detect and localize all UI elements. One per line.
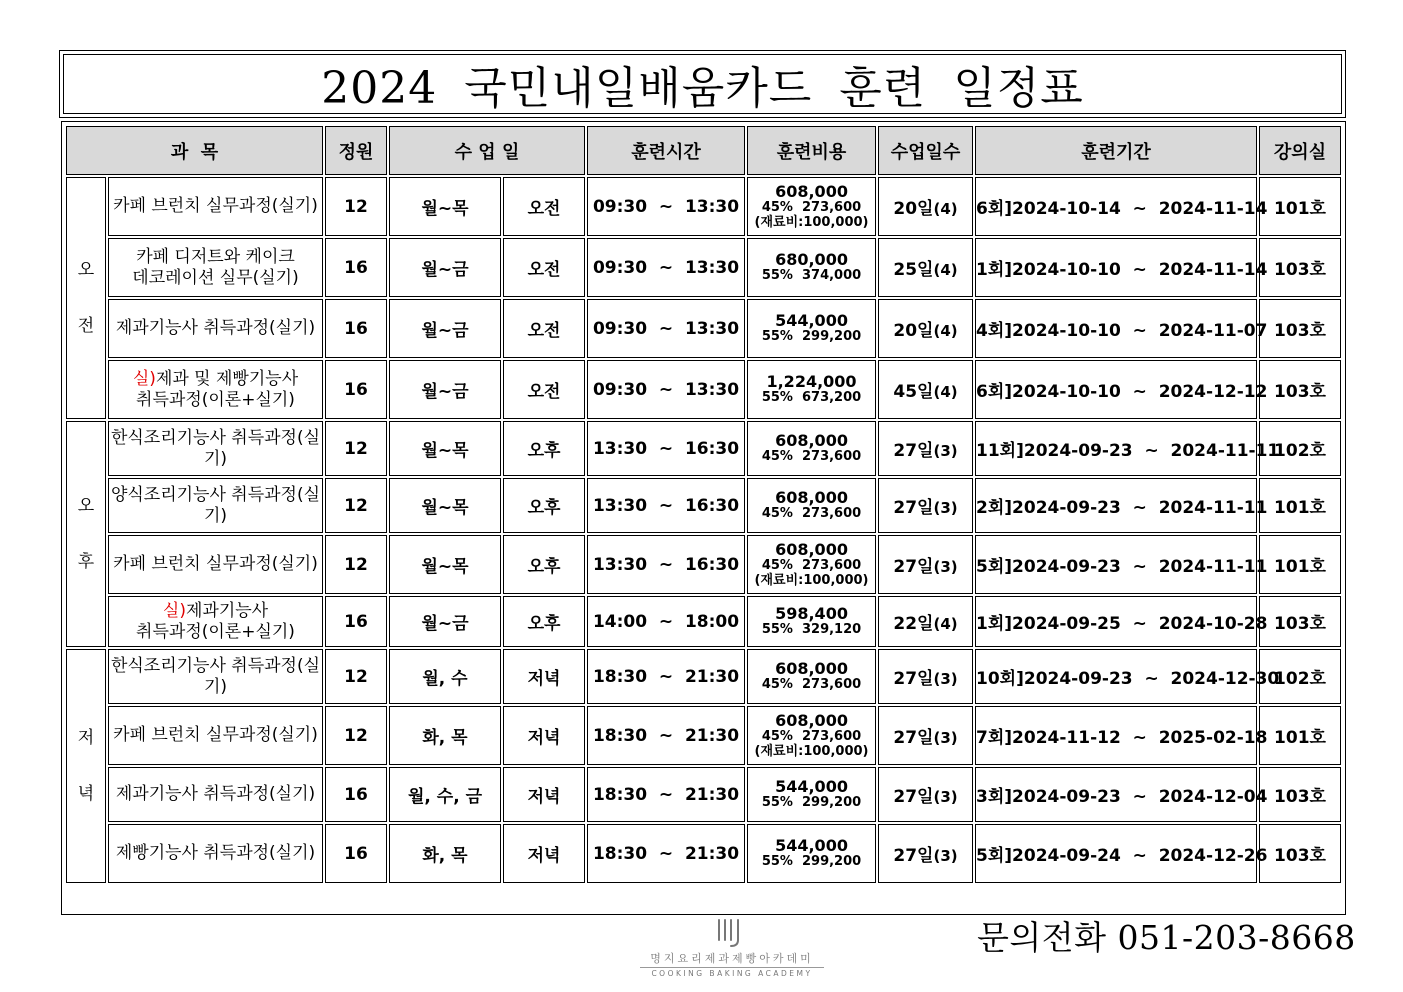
course-name	[108, 478, 323, 533]
contact-phone: 문의전화 051-203-8668	[977, 918, 1356, 957]
class-day-cell: 월~금	[389, 299, 501, 358]
course-text: 한식조리기능사 취득과정(실기)	[110, 427, 321, 469]
cost-cell	[747, 596, 876, 647]
course-line	[109, 656, 322, 698]
time-slot-cell: 저녁	[503, 706, 585, 765]
days-count: 20일	[893, 199, 934, 219]
class-day-cell: 월~목	[389, 177, 501, 236]
course-prefix: 실)	[162, 600, 186, 621]
course-line	[109, 428, 322, 470]
session-afternoon	[66, 421, 106, 647]
course-name	[108, 706, 323, 765]
room-cell: 103호	[1259, 238, 1341, 297]
table-row	[66, 238, 1341, 297]
days-per-week: (3)	[933, 499, 958, 517]
time-slot-cell: 오전	[503, 177, 585, 236]
room-cell: 102호	[1259, 649, 1341, 704]
days-count: 22일	[893, 614, 934, 634]
days-count: 27일	[893, 498, 934, 518]
course-name	[108, 360, 323, 419]
logo-english-text: COOKING BAKING ACADEMY	[640, 967, 824, 978]
capacity-cell: 16	[325, 596, 387, 647]
price-subsidy: 45% 273,600	[761, 557, 862, 573]
course-prefix: 실)	[132, 368, 156, 389]
header-time: 훈련시간	[587, 126, 745, 175]
cost-cell	[747, 238, 876, 297]
header-class-day: 수 업 일	[389, 126, 585, 175]
table-row	[66, 360, 1341, 419]
period-cell: 3회]2024-09-23 ~ 2024-12-04	[975, 767, 1257, 822]
period-cell: 1회]2024-10-10 ~ 2024-11-14	[975, 238, 1257, 297]
class-day-cell: 화, 목	[389, 706, 501, 765]
session-char: 후	[77, 552, 95, 572]
time-cell: 13:30 ~ 16:30	[587, 535, 745, 594]
price-subsidy: 45% 273,600	[761, 728, 862, 744]
header-period: 훈련기간	[975, 126, 1257, 175]
cost-cell	[747, 767, 876, 822]
price-subsidy: 55% 374,000	[761, 268, 862, 283]
price-total: 680,000	[775, 250, 848, 269]
table-row	[66, 299, 1341, 358]
price-total: 598,400	[775, 604, 848, 623]
room-cell: 101호	[1259, 177, 1341, 236]
header-subject: 과 목	[66, 126, 323, 175]
days-per-week: (4)	[933, 383, 958, 401]
price-total: 608,000	[775, 431, 848, 450]
price-subsidy: 55% 299,200	[761, 795, 862, 810]
logo-mark-icon	[715, 918, 749, 948]
days-count: 27일	[893, 728, 934, 748]
course-text: 카페 브런치 실무과정(실기)	[113, 554, 318, 574]
class-day-cell: 월~목	[389, 535, 501, 594]
cost-cell	[747, 535, 876, 594]
table-row	[66, 478, 1341, 533]
days-count: 45일	[893, 382, 934, 402]
days-per-week: (4)	[933, 615, 958, 633]
time-slot-cell: 오전	[503, 238, 585, 297]
course-line	[109, 318, 322, 339]
course-text: 제과 및 제빵기능사	[155, 368, 299, 389]
class-day-cell: 월~목	[389, 478, 501, 533]
session-char: 오	[77, 496, 95, 516]
price-subsidy: 55% 299,200	[761, 329, 862, 344]
cost-cell	[747, 824, 876, 883]
period-cell: 7회]2024-11-12 ~ 2025-02-18	[975, 706, 1257, 765]
course-name	[108, 421, 323, 476]
days-cell	[878, 596, 973, 647]
days-cell	[878, 535, 973, 594]
capacity-cell: 12	[325, 421, 387, 476]
period-cell: 5회]2024-09-24 ~ 2024-12-26	[975, 824, 1257, 883]
table-row	[66, 421, 1341, 476]
price-total: 1,224,000	[766, 372, 857, 391]
course-name	[108, 824, 323, 883]
period-cell: 6회]2024-10-10 ~ 2024-12-12	[975, 360, 1257, 419]
time-slot-cell: 저녁	[503, 824, 585, 883]
capacity-cell: 16	[325, 238, 387, 297]
class-day-cell: 월~금	[389, 238, 501, 297]
cost-cell	[747, 421, 876, 476]
course-text: 제빵기능사 취득과정(실기)	[115, 843, 316, 863]
table-row	[66, 824, 1341, 883]
days-count: 27일	[893, 787, 934, 807]
price-subsidy: 55% 299,200	[761, 854, 862, 869]
course-line	[109, 554, 322, 575]
class-day-cell: 월~금	[389, 596, 501, 647]
days-cell	[878, 649, 973, 704]
days-per-week: (3)	[933, 729, 958, 747]
days-count: 27일	[893, 441, 934, 461]
session-char: 전	[77, 316, 95, 336]
capacity-cell: 16	[325, 360, 387, 419]
course-name	[108, 238, 323, 297]
class-day-cell: 월, 수	[389, 649, 501, 704]
days-cell	[878, 360, 973, 419]
days-cell	[878, 706, 973, 765]
cost-cell	[747, 299, 876, 358]
table-row	[66, 767, 1341, 822]
course-text: 카페 브런치 실무과정(실기)	[113, 196, 318, 216]
capacity-cell: 16	[325, 767, 387, 822]
table-row	[66, 177, 1341, 236]
price-total: 608,000	[775, 659, 848, 678]
course-text: 제과기능사 취득과정(실기)	[115, 784, 316, 804]
room-cell: 101호	[1259, 535, 1341, 594]
class-day-cell: 월~금	[389, 360, 501, 419]
period-cell: 10회]2024-09-23 ~ 2024-12-30	[975, 649, 1257, 704]
title-inner-frame	[63, 54, 1342, 114]
days-per-week: (4)	[933, 200, 958, 218]
table-row	[66, 649, 1341, 704]
academy-logo	[636, 918, 828, 980]
room-cell: 101호	[1259, 478, 1341, 533]
course-name	[108, 177, 323, 236]
course-line	[109, 247, 322, 268]
room-cell: 103호	[1259, 824, 1341, 883]
header-cost: 훈련비용	[747, 126, 876, 175]
schedule-table	[64, 124, 1343, 885]
price-total: 544,000	[775, 836, 848, 855]
price-total: 608,000	[775, 710, 848, 730]
course-line	[109, 268, 322, 289]
time-slot-cell: 저녁	[503, 767, 585, 822]
price-subsidy: 45% 273,600	[761, 199, 862, 215]
time-cell: 14:00 ~ 18:00	[587, 596, 745, 647]
time-cell: 09:30 ~ 13:30	[587, 177, 745, 236]
room-cell: 102호	[1259, 421, 1341, 476]
days-per-week: (3)	[933, 670, 958, 688]
days-per-week: (4)	[933, 322, 958, 340]
price-subsidy: 45% 273,600	[761, 677, 862, 692]
course-text: 카페 디저트와 케이크	[136, 246, 295, 267]
capacity-cell: 12	[325, 478, 387, 533]
session-char: 오	[77, 260, 95, 280]
cost-cell	[747, 177, 876, 236]
days-per-week: (3)	[933, 788, 958, 806]
capacity-cell: 16	[325, 824, 387, 883]
course-text: 한식조리기능사 취득과정(실기)	[110, 655, 321, 697]
cost-cell	[747, 360, 876, 419]
course-line	[109, 784, 322, 805]
course-name	[108, 596, 323, 647]
time-cell: 09:30 ~ 13:30	[587, 299, 745, 358]
course-line	[109, 196, 322, 217]
capacity-cell: 12	[325, 649, 387, 704]
days-cell	[878, 238, 973, 297]
period-cell: 11회]2024-09-23 ~ 2024-11-11	[975, 421, 1257, 476]
course-line	[109, 622, 322, 643]
period-cell: 6회]2024-10-14 ~ 2024-11-14	[975, 177, 1257, 236]
logo-korean-text: 명지요리제과제빵아카데미	[650, 952, 814, 965]
time-cell: 09:30 ~ 13:30	[587, 238, 745, 297]
page-title: 2024 국민내일배움카드 훈련 일정표	[321, 63, 1084, 114]
class-day-cell: 월~목	[389, 421, 501, 476]
time-cell: 13:30 ~ 16:30	[587, 421, 745, 476]
header-room: 강의실	[1259, 126, 1341, 175]
time-slot-cell: 오전	[503, 299, 585, 358]
days-count: 20일	[893, 321, 934, 341]
course-name	[108, 649, 323, 704]
room-cell: 103호	[1259, 360, 1341, 419]
time-cell: 18:30 ~ 21:30	[587, 767, 745, 822]
time-cell: 18:30 ~ 21:30	[587, 824, 745, 883]
course-line	[109, 601, 322, 622]
period-cell: 1회]2024-09-25 ~ 2024-10-28	[975, 596, 1257, 647]
time-slot-cell: 저녁	[503, 649, 585, 704]
days-count: 25일	[893, 260, 934, 280]
cost-cell	[747, 649, 876, 704]
course-line	[109, 369, 322, 390]
class-day-cell: 화, 목	[389, 824, 501, 883]
session-morning	[66, 177, 106, 419]
price-subsidy: 55% 673,200	[761, 390, 862, 405]
days-per-week: (3)	[933, 847, 958, 865]
time-slot-cell: 오후	[503, 478, 585, 533]
days-cell	[878, 478, 973, 533]
table-row	[66, 596, 1341, 647]
course-text: 데코레이션 실무(실기)	[132, 267, 299, 288]
title-box	[59, 50, 1346, 118]
period-cell: 4회]2024-10-10 ~ 2024-11-07	[975, 299, 1257, 358]
days-count: 27일	[893, 669, 934, 689]
session-char: 저	[77, 728, 95, 748]
days-cell	[878, 421, 973, 476]
class-day-cell: 월, 수, 금	[389, 767, 501, 822]
capacity-cell: 12	[325, 706, 387, 765]
price-material-note: (재료비:100,000)	[754, 214, 869, 230]
course-name	[108, 299, 323, 358]
days-per-week: (3)	[933, 558, 958, 576]
price-total: 608,000	[775, 488, 848, 507]
capacity-cell: 12	[325, 535, 387, 594]
time-slot-cell: 오후	[503, 421, 585, 476]
room-cell: 103호	[1259, 767, 1341, 822]
course-text: 카페 브런치 실무과정(실기)	[113, 725, 318, 745]
table-row	[66, 535, 1341, 594]
header-capacity: 정원	[325, 126, 387, 175]
time-cell: 09:30 ~ 13:30	[587, 360, 745, 419]
days-cell	[878, 824, 973, 883]
time-cell: 18:30 ~ 21:30	[587, 706, 745, 765]
time-slot-cell: 오전	[503, 360, 585, 419]
days-cell	[878, 767, 973, 822]
days-per-week: (4)	[933, 261, 958, 279]
course-line	[109, 485, 322, 527]
course-line	[109, 843, 322, 864]
capacity-cell: 16	[325, 299, 387, 358]
time-slot-cell: 오후	[503, 535, 585, 594]
price-material-note: (재료비:100,000)	[754, 572, 869, 588]
course-name	[108, 767, 323, 822]
session-char: 녁	[77, 784, 95, 804]
days-count: 27일	[893, 846, 934, 866]
course-text: 취득과정(이론+실기)	[136, 389, 295, 410]
days-per-week: (3)	[933, 442, 958, 460]
schedule-body	[66, 177, 1341, 883]
header-days: 수업일수	[878, 126, 973, 175]
price-total: 544,000	[775, 311, 848, 330]
room-cell: 103호	[1259, 299, 1341, 358]
course-text: 제과기능사 취득과정(실기)	[115, 318, 316, 338]
time-cell: 18:30 ~ 21:30	[587, 649, 745, 704]
days-cell	[878, 299, 973, 358]
days-cell	[878, 177, 973, 236]
price-material-note: (재료비:100,000)	[754, 743, 869, 759]
price-total: 544,000	[775, 777, 848, 796]
course-name	[108, 535, 323, 594]
price-subsidy: 55% 329,120	[761, 622, 862, 637]
room-cell: 103호	[1259, 596, 1341, 647]
table-row	[66, 706, 1341, 765]
price-subsidy: 45% 273,600	[761, 449, 862, 464]
time-cell: 13:30 ~ 16:30	[587, 478, 745, 533]
course-text: 양식조리기능사 취득과정(실기)	[110, 484, 321, 526]
cost-cell	[747, 706, 876, 765]
course-line	[109, 390, 322, 411]
header-row	[66, 126, 1341, 175]
capacity-cell: 12	[325, 177, 387, 236]
period-cell: 5회]2024-09-23 ~ 2024-11-11	[975, 535, 1257, 594]
period-cell: 2회]2024-09-23 ~ 2024-11-11	[975, 478, 1257, 533]
time-slot-cell: 오후	[503, 596, 585, 647]
price-total: 608,000	[775, 539, 848, 559]
price-total: 608,000	[775, 181, 848, 201]
room-cell: 101호	[1259, 706, 1341, 765]
course-line	[109, 725, 322, 746]
course-text: 제과기능사	[185, 600, 269, 621]
course-text: 취득과정(이론+실기)	[136, 621, 295, 642]
days-count: 27일	[893, 557, 934, 577]
price-subsidy: 45% 273,600	[761, 506, 862, 521]
session-evening	[66, 649, 106, 883]
cost-cell	[747, 478, 876, 533]
